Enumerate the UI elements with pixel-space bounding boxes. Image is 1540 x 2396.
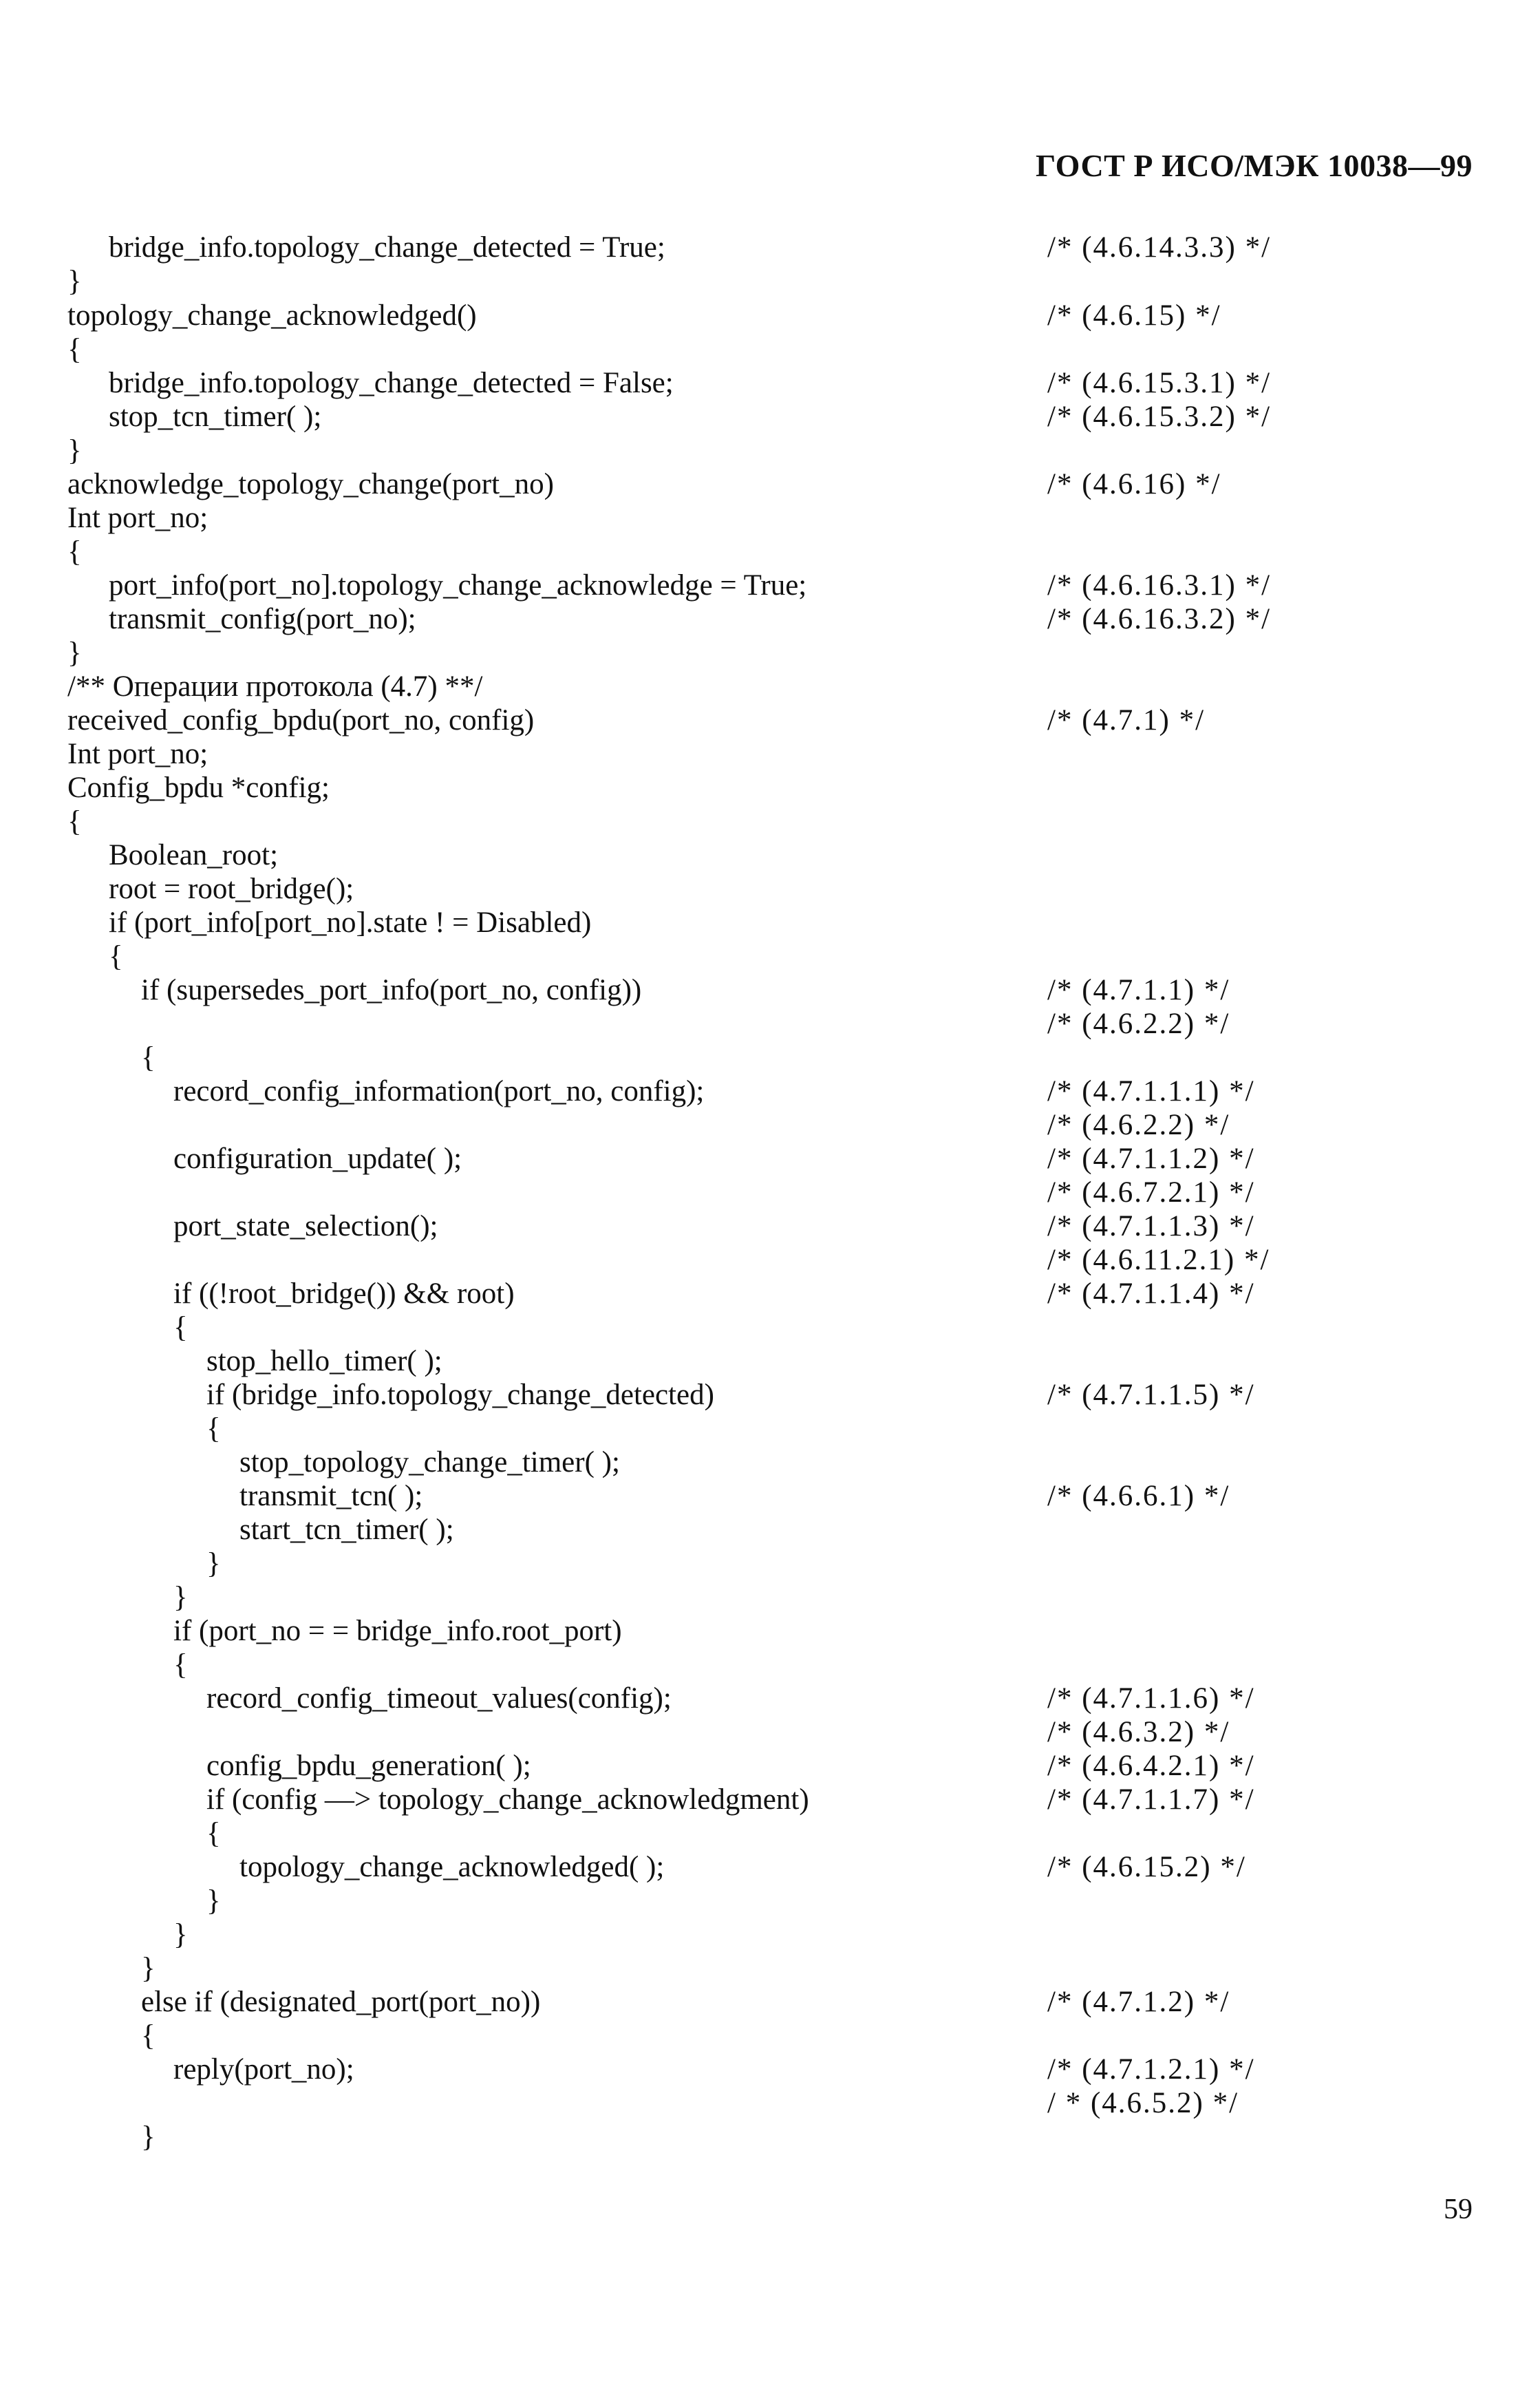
line-comment: /* (4.6.2.2) */ [1047, 1109, 1230, 1141]
code-line [0, 1108, 1540, 1142]
code-line [0, 1513, 1540, 1547]
line-comment: /* (4.6.7.2.1) */ [1047, 1176, 1255, 1209]
code-line [0, 872, 1540, 906]
code-line [0, 1648, 1540, 1682]
code-line [0, 1850, 1540, 1884]
code-line [0, 805, 1540, 838]
code-line [0, 602, 1540, 636]
line-comment: /* (4.6.4.2.1) */ [1047, 1750, 1255, 1782]
code-line [0, 838, 1540, 872]
code-text: { [141, 1041, 156, 1074]
code-line [0, 1614, 1540, 1648]
code-text: if (port_info[port_no].state ! = Disabled) [109, 907, 592, 939]
code-line [0, 1209, 1540, 1243]
line-comment: /* (4.6.15) */ [1047, 299, 1221, 332]
code-text: if (supersedes_port_info(port_no, config)) [141, 974, 642, 1006]
code-line [0, 1243, 1540, 1277]
code-line [0, 940, 1540, 973]
code-text: { [67, 333, 82, 365]
code-text: config_bpdu_generation( ); [206, 1750, 531, 1782]
code-text: { [109, 940, 123, 973]
code-line [0, 1884, 1540, 1918]
code-line [0, 1816, 1540, 1850]
line-comment: /* (4.7.1.1) */ [1047, 974, 1230, 1006]
code-text: record_config_timeout_values(config); [206, 1682, 672, 1715]
code-line [0, 2053, 1540, 2086]
code-line [0, 670, 1540, 703]
code-text: root = root_bridge(); [109, 873, 354, 905]
code-line [0, 1749, 1540, 1783]
code-line [0, 2086, 1540, 2120]
code-text: { [173, 1311, 188, 1344]
line-comment: /* (4.6.16.3.2) */ [1047, 603, 1272, 635]
line-comment: /* (4.6.2.2) */ [1047, 1008, 1230, 1040]
code-text: reply(port_no); [173, 2053, 354, 2086]
code-text: { [173, 1648, 188, 1681]
code-line [0, 1580, 1540, 1614]
code-line [0, 1311, 1540, 1344]
code-line [0, 1951, 1540, 1985]
line-comment: /* (4.7.1.1.2) */ [1047, 1143, 1255, 1175]
line-comment: /* (4.6.16.3.1) */ [1047, 569, 1272, 602]
code-line [0, 1918, 1540, 1951]
code-line [0, 1783, 1540, 1816]
code-line [0, 299, 1540, 332]
line-comment: /* (4.7.1.2) */ [1047, 1986, 1230, 2018]
code-text: stop_hello_timer( ); [206, 1345, 442, 1377]
line-comment: /* (4.6.15.2) */ [1047, 1851, 1246, 1883]
line-comment: /* (4.7.1.1.6) */ [1047, 1682, 1255, 1715]
code-line [0, 1176, 1540, 1209]
code-text: if (bridge_info.topology_change_detected) [206, 1379, 714, 1411]
code-text: port_info(port_no].topology_change_acknowledge = True; [109, 569, 807, 602]
code-text: /** Операции протокола (4.7) **/ [67, 670, 483, 703]
document-header-title: ГОСТ Р ИСО/МЭК 10038—99 [1036, 148, 1473, 183]
code-line [0, 1344, 1540, 1378]
code-text: stop_topology_change_timer( ); [239, 1446, 620, 1478]
code-text: Int port_no; [67, 502, 208, 534]
code-line [0, 400, 1540, 434]
code-line [0, 636, 1540, 670]
code-text: } [67, 637, 82, 669]
code-text: transmit_tcn( ); [239, 1480, 423, 1512]
code-line [0, 264, 1540, 298]
code-text: Config_bpdu *config; [67, 772, 330, 804]
line-comment: /* (4.6.11.2.1) */ [1047, 1244, 1270, 1276]
line-comment: / * (4.6.5.2) */ [1047, 2087, 1239, 2119]
code-line [0, 1378, 1540, 1412]
code-text: received_config_bpdu(port_no, config) [67, 704, 535, 736]
code-line [0, 771, 1540, 805]
code-text: record_config_information(port_no, config); [173, 1075, 705, 1107]
code-text: port_state_selection(); [173, 1210, 438, 1242]
code-line [0, 1479, 1540, 1513]
line-comment: /* (4.6.14.3.3) */ [1047, 231, 1272, 264]
code-line [0, 231, 1540, 264]
line-comment: /* (4.7.1.1.5) */ [1047, 1379, 1255, 1411]
line-comment: /* (4.6.15.3.1) */ [1047, 367, 1272, 399]
line-comment: /* (4.6.3.2) */ [1047, 1716, 1230, 1748]
line-comment: /* (4.7.1.1.7) */ [1047, 1783, 1255, 1816]
code-line [0, 535, 1540, 569]
code-line [0, 1445, 1540, 1479]
code-text: } [141, 2121, 156, 2153]
code-text: Boolean_root; [109, 839, 279, 871]
code-text: { [141, 2019, 156, 2052]
code-line [0, 1412, 1540, 1445]
code-text: { [206, 1817, 221, 1849]
code-text: bridge_info.topology_change_detected = False; [109, 367, 674, 399]
code-line [0, 973, 1540, 1007]
code-line [0, 1007, 1540, 1041]
code-text: configuration_update( ); [173, 1143, 462, 1175]
code-text: bridge_info.topology_change_detected = True; [109, 231, 665, 264]
code-line [0, 1547, 1540, 1580]
code-text: if ((!root_bridge()) && root) [173, 1277, 515, 1310]
code-text: } [206, 1547, 221, 1580]
code-line [0, 1277, 1540, 1311]
code-text: { [67, 805, 82, 838]
line-comment: /* (4.6.16) */ [1047, 468, 1221, 500]
code-line [0, 1985, 1540, 2019]
code-line [0, 906, 1540, 940]
code-text: { [206, 1412, 221, 1445]
code-text: else if (designated_port(port_no)) [141, 1986, 541, 2018]
code-text: transmit_config(port_no); [109, 603, 416, 635]
code-text: } [173, 1581, 188, 1613]
code-line [0, 434, 1540, 467]
code-line [0, 501, 1540, 535]
code-text: topology_change_acknowledged( ); [239, 1851, 665, 1883]
line-comment: /* (4.7.1.1.3) */ [1047, 1210, 1255, 1242]
code-line [0, 332, 1540, 366]
code-line [0, 2120, 1540, 2154]
line-comment: /* (4.7.1.1.4) */ [1047, 1277, 1255, 1310]
line-comment: /* (4.7.1.1.1) */ [1047, 1075, 1255, 1107]
code-line [0, 569, 1540, 602]
code-text: { [67, 536, 82, 568]
code-text: } [173, 1918, 188, 1951]
line-comment: /* (4.6.15.3.2) */ [1047, 401, 1272, 433]
code-line [0, 703, 1540, 737]
code-text: } [141, 1952, 156, 1984]
code-text: topology_change_acknowledged() [67, 299, 477, 332]
code-text: } [67, 265, 82, 297]
code-line [0, 366, 1540, 400]
code-text: if (port_no = = bridge_info.root_port) [173, 1615, 622, 1647]
code-line [0, 1041, 1540, 1074]
code-line [0, 1074, 1540, 1108]
page-number: 59 [1444, 2194, 1473, 2225]
code-text: } [67, 434, 82, 467]
code-line [0, 1682, 1540, 1715]
code-text: start_tcn_timer( ); [239, 1514, 454, 1546]
code-text: acknowledge_topology_change(port_no) [67, 468, 554, 500]
code-text: Int port_no; [67, 738, 208, 770]
code-text: if (config —> topology_change_acknowledgment) [206, 1783, 809, 1816]
code-line [0, 737, 1540, 771]
line-comment: /* (4.7.1.2.1) */ [1047, 2053, 1255, 2086]
code-line [0, 467, 1540, 501]
line-comment: /* (4.7.1) */ [1047, 704, 1206, 736]
code-line [0, 1142, 1540, 1176]
code-line [0, 2019, 1540, 2053]
code-line [0, 1715, 1540, 1749]
line-comment: /* (4.6.6.1) */ [1047, 1480, 1230, 1512]
code-text: } [206, 1885, 221, 1917]
code-text: stop_tcn_timer( ); [109, 401, 322, 433]
